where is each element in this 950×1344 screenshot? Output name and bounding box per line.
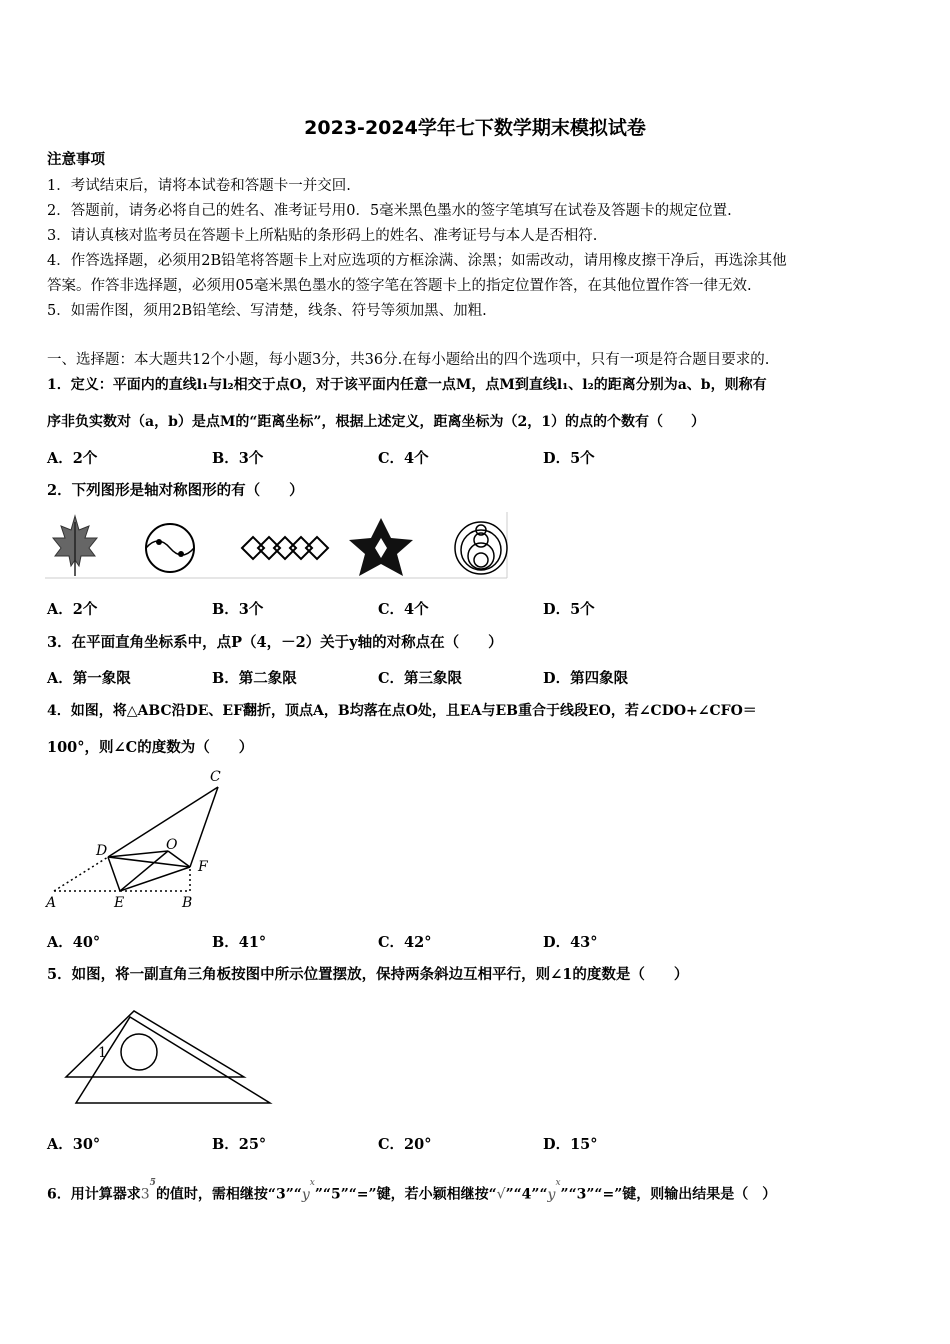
label-b: B <box>182 895 193 911</box>
angle-1-label: 1 <box>98 1045 107 1061</box>
maple-leaf-icon <box>53 516 97 576</box>
q5-option-a: A．30° <box>47 1136 101 1153</box>
notice-item: 2．答题前，请务必将自己的姓名、准考证号用0．5毫米黑色墨水的签字笔填写在试卷及答题卡的规定位置. <box>47 203 732 219</box>
notice-heading: 注意事项 <box>47 151 105 168</box>
q2-option-d: D．5个 <box>543 601 595 618</box>
notice-item: 1．考试结束后，请将本试卷和答题卡一并交回. <box>47 178 351 194</box>
q1-option-c: C．4个 <box>378 450 429 467</box>
label-d: D <box>96 843 108 859</box>
sqrt-key-icon: √ <box>496 1186 506 1203</box>
symmetry-figures <box>45 512 509 580</box>
label-a: A <box>46 895 57 911</box>
set-squares-figure <box>60 1005 275 1107</box>
q6-base: 3 <box>140 1186 150 1203</box>
q1-stem-line1: 1．定义：平面内的直线l₁与l₂相交于点O，对于该平面内任意一点M，点M到直线l₁、l₂的距离分别为a、b，则称有 <box>47 377 767 393</box>
triangle-fold-figure <box>40 765 240 913</box>
q3-option-c: C．第三象限 <box>378 670 463 687</box>
q6-middle2: ”“5”“=”键，若小颖相继按“ <box>314 1186 497 1203</box>
page-title: 2023-2024学年七下数学期末模拟试卷 <box>304 117 646 139</box>
q2-option-b: B．3个 <box>212 601 264 618</box>
notice-item: 5．如需作图，须用2B铅笔绘、写清楚，线条、符号等须加黑、加粗. <box>47 303 487 319</box>
q1-option-a: A．2个 <box>47 450 98 467</box>
q3-stem: 3．在平面直角坐标系中，点P（4，－2）关于y轴的对称点在（ ） <box>47 634 503 651</box>
star-flower-icon <box>349 518 413 576</box>
q5-stem: 5．如图，将一副直角三角板按图中所示位置摆放，保持两条斜边互相平行，则∠1的度数是（ ） <box>47 966 689 983</box>
knot-pattern-icon <box>242 537 328 559</box>
q3-option-d: D．第四象限 <box>543 670 629 687</box>
q2-option-c: C．4个 <box>378 601 429 618</box>
q1-stem-line2: 序非负实数对（a，b）是点M的“距离坐标”，根据上述定义，距离坐标为（2，1）的点的个数有（ ） <box>47 414 705 430</box>
q6-stem <box>47 1178 777 1205</box>
q1-option-b: B．3个 <box>212 450 264 467</box>
q4-option-a: A．40° <box>47 934 101 951</box>
yx-key-icon: $y^x$ <box>547 1178 561 1203</box>
notice-item: 4．作答选择题，必须用2B铅笔将答题卡上对应选项的方框涂满、涂黑；如需改动，请用橡皮擦干净后，再选涂其他 <box>47 253 787 269</box>
q3-option-a: A．第一象限 <box>47 670 131 687</box>
q4-stem-line2: 100°，则∠C的度数为（ ） <box>47 739 254 756</box>
q3-option-b: B．第二象限 <box>212 670 297 687</box>
q6-exponent: 5 <box>149 1178 156 1188</box>
section-heading: 一、选择题：本大题共12个小题，每小题3分，共36分.在每小题给出的四个选项中，只有一项是符合题目要求的. <box>47 352 770 368</box>
q6-middle1: 的值时，需相继按“3”“ <box>155 1186 302 1203</box>
q5-option-c: C．20° <box>378 1136 432 1153</box>
yin-yang-icon <box>146 524 194 572</box>
nested-circles-icon <box>455 522 507 574</box>
q6-middle4: ”“3”“=”键，则输出结果是（ ） <box>560 1186 777 1203</box>
label-c: C <box>210 769 221 785</box>
q1-option-d: D．5个 <box>543 450 595 467</box>
label-f: F <box>198 859 208 875</box>
label-o: O <box>166 837 178 853</box>
q4-option-c: C．42° <box>378 934 432 951</box>
notice-item: 3．请认真核对监考员在答题卡上所粘贴的条形码上的姓名、准考证号与本人是否相符. <box>47 228 598 244</box>
q2-stem: 2．下列图形是轴对称图形的有（ ） <box>47 482 304 499</box>
q4-option-b: B．41° <box>212 934 267 951</box>
yx-key-icon: $y^x$ <box>301 1178 315 1203</box>
q4-option-d: D．43° <box>543 934 598 951</box>
label-e: E <box>114 895 125 911</box>
q4-stem-line1: 4．如图，将△ABC沿DE、EF翻折，顶点A，B均落在点O处，且EA与EB重合于线段EO，若∠CDO+∠CFO＝ <box>47 703 757 719</box>
q5-option-d: D．15° <box>543 1136 598 1153</box>
q2-option-a: A．2个 <box>47 601 98 618</box>
notice-item: 答案。作答非选择题，必须用05毫米黑色墨水的签字笔在答题卡上的指定位置作答，在其他位置作答一律无效. <box>47 278 752 294</box>
q6-middle3: ”“4”“ <box>505 1186 548 1203</box>
q6-prefix: 6．用计算器求 <box>47 1186 141 1203</box>
q5-option-b: B．25° <box>212 1136 267 1153</box>
